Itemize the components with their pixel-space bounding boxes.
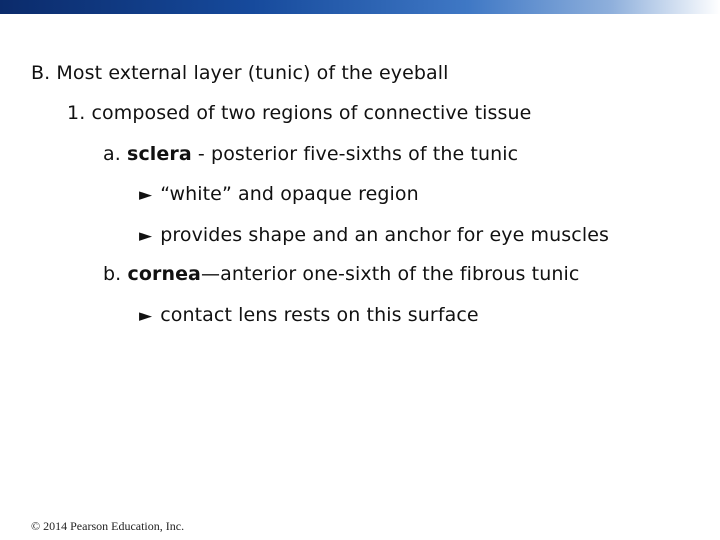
heading-line xyxy=(31,61,449,85)
slide-top-accent-bar xyxy=(0,0,720,14)
sclera-line xyxy=(103,142,518,166)
cornea-description: —anterior one-sixth of the fibrous tunic xyxy=(200,263,580,285)
sclera-bullet-1 xyxy=(139,182,419,207)
subpoint-line xyxy=(67,101,531,125)
subpoint-text: 1. composed of two regions of connective tissue xyxy=(67,102,532,124)
sclera-term: sclera xyxy=(127,143,192,165)
sclera-bullet-1-text: “white” and opaque region xyxy=(160,183,419,205)
sclera-prefix: a. xyxy=(103,143,128,165)
heading-text: B. Most external layer (tunic) of the eyeball xyxy=(31,62,449,84)
cornea-term: cornea xyxy=(127,263,201,285)
sclera-bullet-2 xyxy=(139,223,609,248)
copyright-footer: © 2014 Pearson Education, Inc. xyxy=(31,519,185,533)
sclera-bullet-2-text: provides shape and an anchor for eye muscles xyxy=(160,224,609,246)
cornea-line xyxy=(103,262,579,286)
cornea-bullet-1 xyxy=(139,303,479,328)
cornea-bullet-1-text: contact lens rests on this surface xyxy=(160,304,479,326)
sclera-description: - posterior five-sixths of the tunic xyxy=(191,143,519,165)
arrow-bullet-icon: ► xyxy=(139,185,153,205)
arrow-bullet-icon: ► xyxy=(139,306,153,326)
cornea-prefix: b. xyxy=(103,263,128,285)
arrow-bullet-icon: ► xyxy=(139,226,153,246)
